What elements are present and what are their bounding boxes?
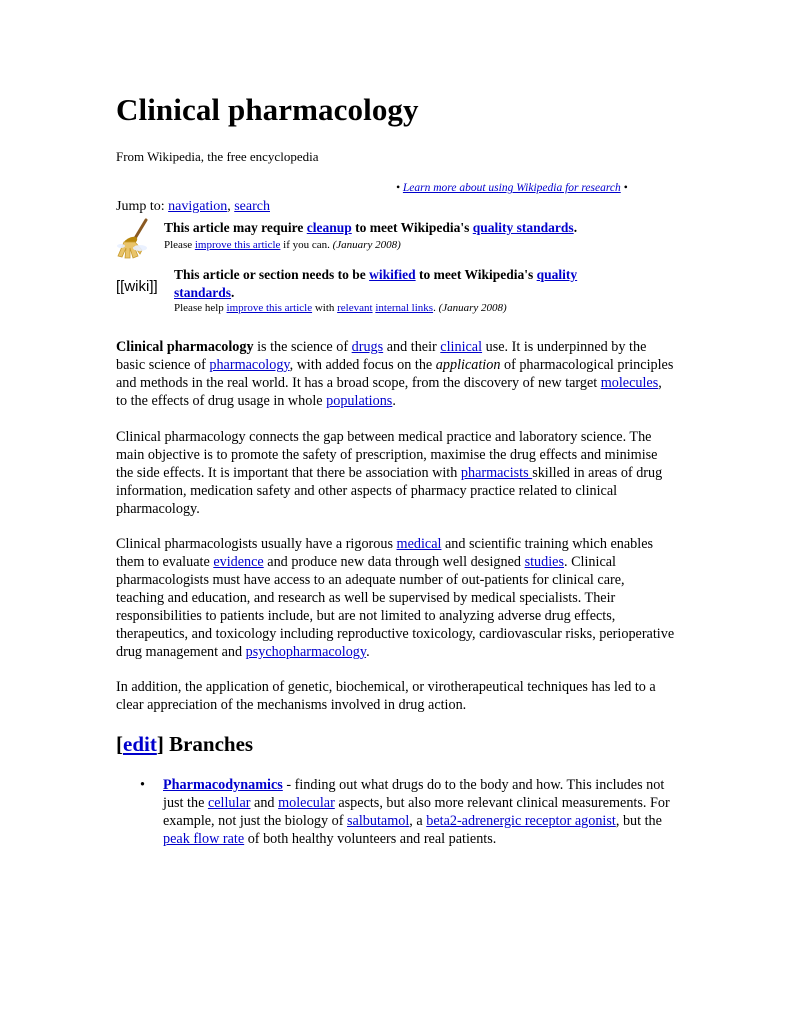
text: This article may require bbox=[164, 220, 307, 235]
navigation-link[interactable]: navigation bbox=[168, 199, 228, 214]
notice-date: (January 2008) bbox=[332, 239, 401, 251]
jump-to bbox=[116, 199, 270, 215]
text: . bbox=[231, 285, 235, 300]
relevant-link[interactable]: relevant bbox=[337, 302, 373, 314]
beta2-agonist-link[interactable]: beta2-adrenergic receptor agonist bbox=[426, 813, 616, 829]
text: - finding out what drugs do to the body and how. This includes not just the bbox=[163, 777, 665, 811]
text: Clinical pharmacologists usually have a rigorous bbox=[116, 536, 397, 552]
molecular-link[interactable]: molecular bbox=[278, 795, 335, 811]
bracket: ] bbox=[156, 732, 164, 756]
bullet: • bbox=[396, 182, 401, 194]
notice-date: (January 2008) bbox=[438, 302, 507, 314]
text: , a bbox=[409, 813, 427, 829]
text: if you can. bbox=[280, 239, 333, 251]
text: and bbox=[250, 795, 279, 811]
paragraph-2 bbox=[116, 428, 676, 518]
quality-standards-link[interactable]: quality standards bbox=[472, 220, 574, 235]
quality-standards-link[interactable]: quality bbox=[536, 267, 578, 282]
broom-icon bbox=[116, 218, 154, 265]
wikify-notice bbox=[116, 266, 676, 320]
evidence-link[interactable]: evidence bbox=[213, 554, 264, 570]
cleanup-subtext bbox=[164, 239, 401, 251]
molecules-link[interactable]: molecules bbox=[600, 375, 659, 391]
search-link[interactable]: search bbox=[234, 199, 270, 214]
text: and their bbox=[383, 339, 441, 355]
text: and scientific training which enables them to evaluate bbox=[116, 536, 654, 570]
text: with bbox=[312, 302, 338, 314]
text: . bbox=[392, 393, 396, 409]
internal-links-link[interactable]: internal links bbox=[375, 302, 434, 314]
drugs-link[interactable]: drugs bbox=[351, 339, 384, 355]
clinical-link[interactable]: clinical bbox=[440, 339, 483, 355]
section-heading-branches bbox=[116, 732, 253, 757]
wikify-title bbox=[174, 266, 654, 302]
cleanup-link[interactable]: cleanup bbox=[306, 220, 352, 235]
text: of both healthy volunteers and real patients. bbox=[244, 831, 497, 847]
bracket: [ bbox=[116, 732, 123, 756]
text: , but the bbox=[615, 813, 662, 829]
cleanup-notice bbox=[116, 220, 676, 260]
text: aspects, but also more relevant clinical measurements. For example, not just the biology of bbox=[163, 795, 670, 829]
quality-standards-link[interactable]: standards bbox=[174, 285, 232, 300]
psychopharmacology-link[interactable]: psychopharmacology bbox=[245, 644, 367, 660]
pharmacodynamics-link[interactable]: Pharmacodynamics bbox=[163, 777, 283, 793]
improve-article-link[interactable]: improve this article bbox=[194, 239, 281, 251]
improve-article-link[interactable]: improve this article bbox=[226, 302, 313, 314]
wiki-icon: [[wiki]] bbox=[116, 278, 158, 295]
jump-sep: , bbox=[227, 199, 235, 214]
wikified-link[interactable]: wikified bbox=[369, 267, 416, 282]
paragraph-3 bbox=[116, 535, 676, 661]
pharmacists-link[interactable]: pharmacists bbox=[460, 465, 533, 481]
text: . bbox=[366, 644, 370, 660]
research-notice bbox=[396, 182, 628, 194]
text: . Clinical pharmacologists must have access to an adequate number of out-patients for clinical care, teaching and education, and research as well be supervised by medical specialists. Their responsibilities to patients include, but are not limited to analyzing adverse drug effects, therapeutics, and toxicology including reproductive toxicology, cardiovascular risks, perioperative drug management and bbox=[116, 554, 675, 660]
text: skilled in areas of drug information, medication safety and other aspects of pharmacy practice related to clinical pharmacology. bbox=[116, 465, 663, 517]
edit-link[interactable]: edit bbox=[123, 732, 157, 756]
peak-flow-rate-link[interactable]: peak flow rate bbox=[163, 831, 245, 847]
page-title: Clinical pharmacology bbox=[116, 92, 419, 127]
jump-label: Jump to: bbox=[116, 199, 169, 214]
text: is the science of bbox=[253, 339, 352, 355]
populations-link[interactable]: populations bbox=[326, 393, 393, 409]
text: Please bbox=[164, 239, 195, 251]
research-link[interactable]: Learn more about using Wikipedia for research bbox=[402, 182, 621, 194]
text: to meet Wikipedia's bbox=[351, 220, 473, 235]
salbutamol-link[interactable]: salbutamol bbox=[347, 813, 410, 829]
text: Please help bbox=[174, 302, 227, 314]
text: Clinical pharmacology connects the gap between medical practice and laboratory science. The main objective is to promote the safety of prescription, maximise the drug effects and minimise the side effects. It is important that there be association with bbox=[116, 429, 658, 481]
pharmacology-link[interactable]: pharmacology bbox=[209, 357, 290, 373]
branches-list bbox=[116, 776, 676, 848]
cellular-link[interactable]: cellular bbox=[207, 795, 251, 811]
studies-link[interactable]: studies bbox=[524, 554, 564, 570]
term: Clinical pharmacology bbox=[116, 339, 254, 355]
section-title: Branches bbox=[163, 732, 254, 756]
text: use. It is underpinned by the basic science of bbox=[116, 339, 647, 373]
wikify-subtext bbox=[174, 302, 507, 314]
text: and produce new data through well designed bbox=[263, 554, 525, 570]
bullet: • bbox=[140, 777, 145, 793]
text: , with added focus on the bbox=[289, 357, 436, 373]
tagline: From Wikipedia, the free encyclopedia bbox=[116, 149, 319, 164]
list-item bbox=[116, 776, 676, 848]
medical-link[interactable]: medical bbox=[396, 536, 442, 552]
text: , to the effects of drug usage in whole bbox=[116, 375, 662, 409]
cleanup-title bbox=[164, 220, 577, 236]
paragraph-4: In addition, the application of genetic, biochemical, or virotherapeutical techniques has led to a clear appreciation of the mechanisms involved in drug action. bbox=[116, 679, 656, 713]
text: This article or section needs to be bbox=[174, 267, 370, 282]
text: . bbox=[433, 302, 439, 314]
text: to meet Wikipedia's bbox=[415, 267, 537, 282]
text: . bbox=[573, 220, 578, 235]
paragraph-intro bbox=[116, 338, 676, 410]
text: application bbox=[435, 357, 501, 373]
text: of pharmacological principles and methods in the real world. It has a broad scope, from the discovery of new target bbox=[116, 357, 674, 391]
bullet: • bbox=[623, 182, 628, 194]
